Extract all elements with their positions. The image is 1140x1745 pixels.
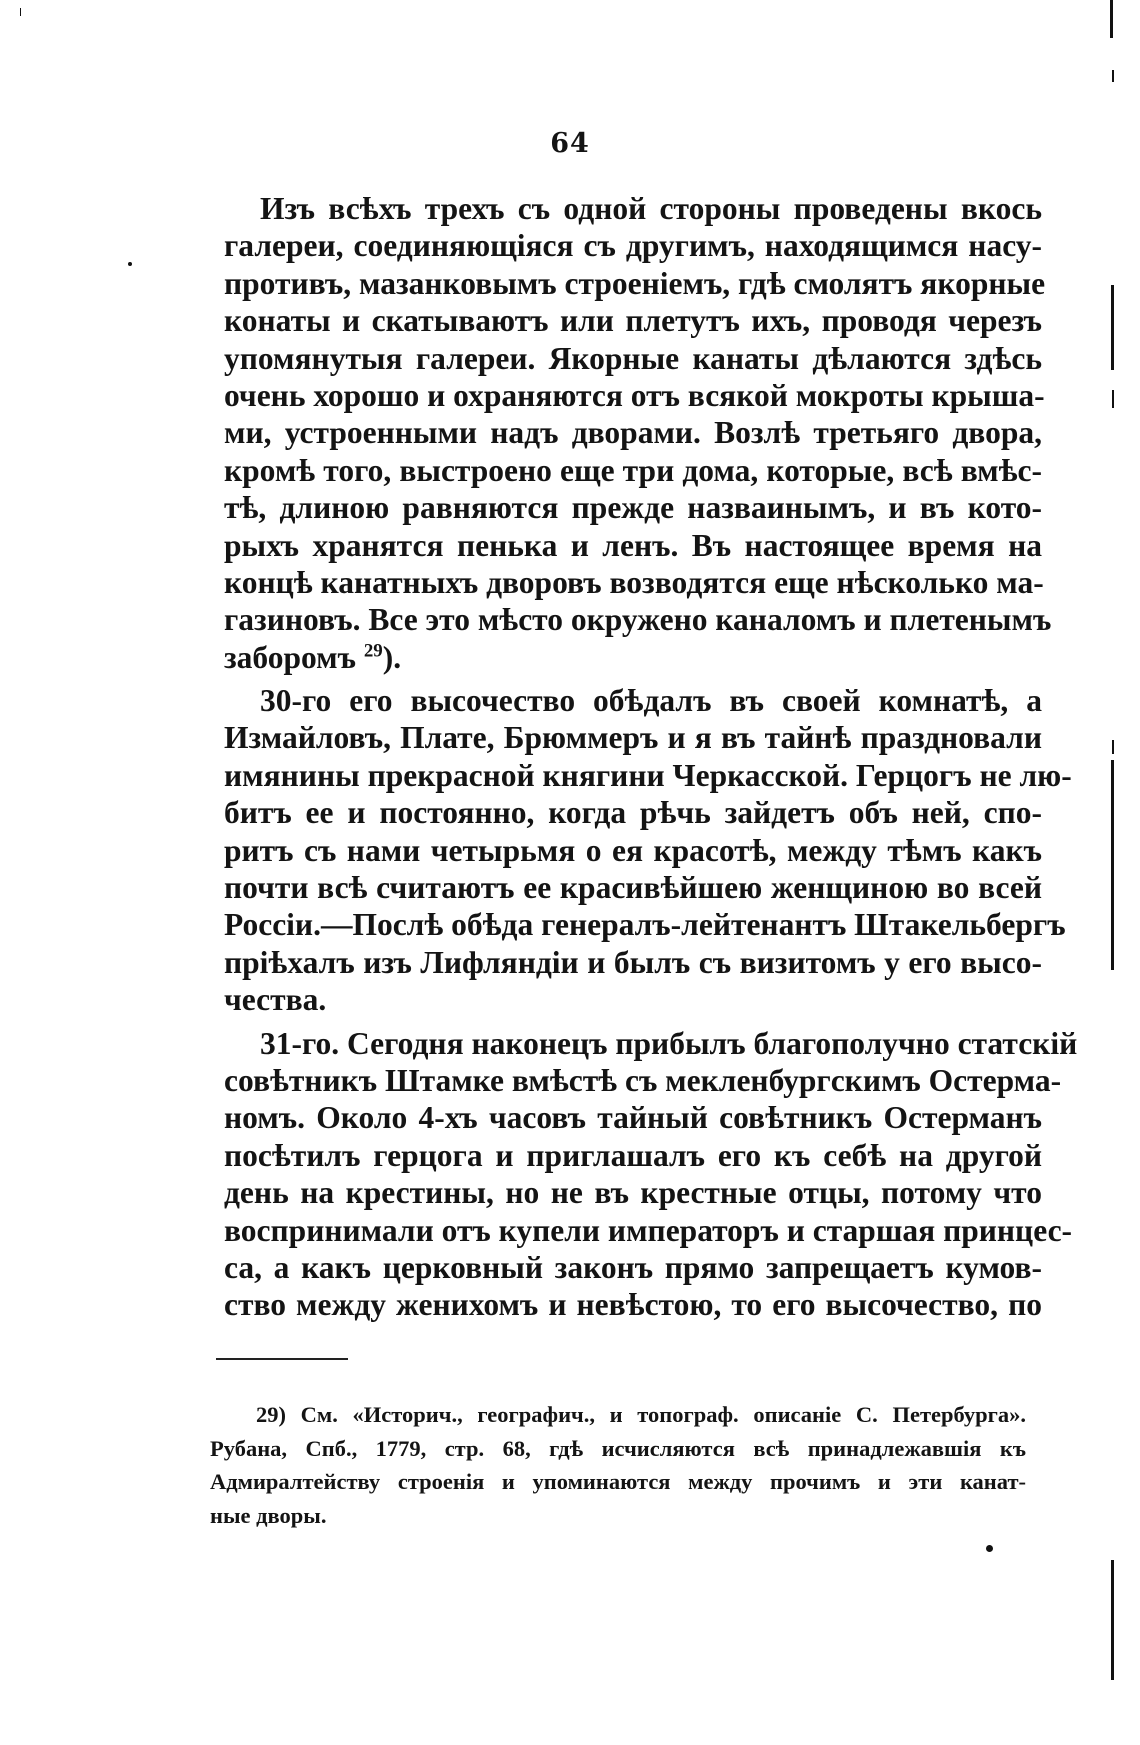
footnote-reference[interactable]: 29: [363, 640, 383, 662]
text-line: рыхъ хранятся пенька и ленъ. Въ настоящее время на: [224, 527, 1042, 563]
scan-edge-mark: [1111, 1560, 1114, 1680]
text-fragment: заборомъ: [224, 639, 356, 675]
text-line: упомянутыя галереи. Якорные канаты дѣлаются здѣсь: [224, 340, 1042, 376]
footnotes: [210, 1398, 1026, 1532]
text-line: очень хорошо и охраняются отъ всякой мокроты крыша-: [224, 377, 1045, 413]
paragraph-2: [224, 682, 1072, 1019]
paragraph-1: [224, 190, 1052, 676]
text-line: [224, 639, 1042, 676]
text-line: конаты и скатываютъ или плетутъ ихъ, проводя черезъ: [224, 303, 1042, 339]
text-line: Измайловъ, Плате, Брюммеръ и я въ тайнѣ праздновали: [224, 720, 1042, 756]
text-line: воспринимали отъ купели императоръ и старшая принцес-: [224, 1212, 1073, 1248]
text-line: ми, устроенными надъ дворами. Возлѣ третьяго двора,: [224, 415, 1042, 451]
scan-speck: [128, 262, 132, 266]
text-line: номъ. Около 4-хъ часовъ тайный совѣтникъ Остерманъ: [224, 1100, 1042, 1136]
footnote-line: Адмиралтейству строенія и упоминаются между прочимъ и эти канат-: [210, 1469, 1026, 1495]
page-number: 64: [550, 128, 590, 159]
text-line: Изъ всѣхъ трехъ съ одной стороны проведены вкось: [260, 191, 1042, 226]
text-line: битъ ее и постоянно, когда рѣчь зайдетъ объ ней, спо-: [224, 795, 1042, 831]
text-line: кромѣ того, выстроено еще три дома, которые, всѣ вмѣс-: [224, 452, 1042, 488]
text-line: день на крестины, но не въ крестные отцы, потому что: [224, 1175, 1042, 1211]
scan-edge-mark: [1112, 740, 1114, 754]
footnote-line: Рубана, Спб., 1779, стр. 68, гдѣ исчисляются всѣ принадлежавшія къ: [210, 1435, 1026, 1461]
text-line: посѣтилъ герцога и приглашалъ его къ себѣ на другой: [224, 1137, 1042, 1173]
body-text: [224, 190, 1078, 1330]
footnote-line: ные дворы.: [210, 1502, 327, 1528]
text-line: ство между женихомъ и невѣстою, то его высочество, по: [224, 1287, 1042, 1323]
text-line: ритъ съ нами четырьмя о ея красотѣ, между тѣмъ какъ: [224, 832, 1042, 868]
text-line: са, а какъ церковный законъ прямо запрещаетъ кумов-: [224, 1249, 1042, 1285]
text-fragment: ).: [382, 639, 402, 675]
scan-edge-mark: [1112, 390, 1114, 408]
scan-edge-mark: [1111, 285, 1114, 370]
text-line: 30-го его высочество обѣдалъ въ своей комнатѣ, а: [260, 683, 1042, 719]
text-line: 31-го. Сегодня наконецъ прибылъ благополучно статскій: [260, 1025, 1078, 1061]
text-line: газиновъ. Все это мѣсто окружено каналомъ и плетенымъ: [224, 602, 1052, 638]
scan-speck: [986, 1545, 993, 1552]
text-line: чества.: [224, 982, 327, 1018]
scan-edge-mark: [1110, 0, 1113, 38]
scan-edge-mark: [1112, 70, 1114, 82]
text-line: концѣ канатныхъ дворовъ возводятся еще нѣсколько ма-: [224, 564, 1044, 600]
text-line: противъ, мазанковымъ строеніемъ, гдѣ смолятъ якорные: [224, 265, 1046, 301]
scan-edge-mark: [1111, 760, 1114, 970]
paragraph-3: [224, 1025, 1078, 1324]
footnote-rule: [216, 1358, 348, 1360]
text-line: тѣ, длиною равняются прежде назваинымъ, и въ кото-: [224, 490, 1042, 526]
text-line: Россіи.—Послѣ обѣда генералъ-лейтенантъ Штакельбергъ: [224, 907, 1066, 943]
scan-edge-mark: [20, 8, 21, 16]
text-line: имянины прекрасной княгини Черкасской. Герцогъ не лю-: [224, 757, 1072, 793]
footnote-line: 29) См. «Историч., географич., и топограф. описаніе С. Петербурга».: [256, 1402, 1026, 1427]
text-line: почти всѣ считаютъ ее красивѣйшею женщиною во всей: [224, 870, 1042, 906]
text-line: совѣтникъ Штамке вмѣстѣ съ мекленбургскимъ Остерма-: [224, 1062, 1062, 1098]
text-line: пріѣхалъ изъ Лифляндіи и былъ съ визитомъ у его высо-: [224, 944, 1042, 980]
text-line: галереи, соединяющіяся съ другимъ, находящимся насу-: [224, 228, 1042, 264]
